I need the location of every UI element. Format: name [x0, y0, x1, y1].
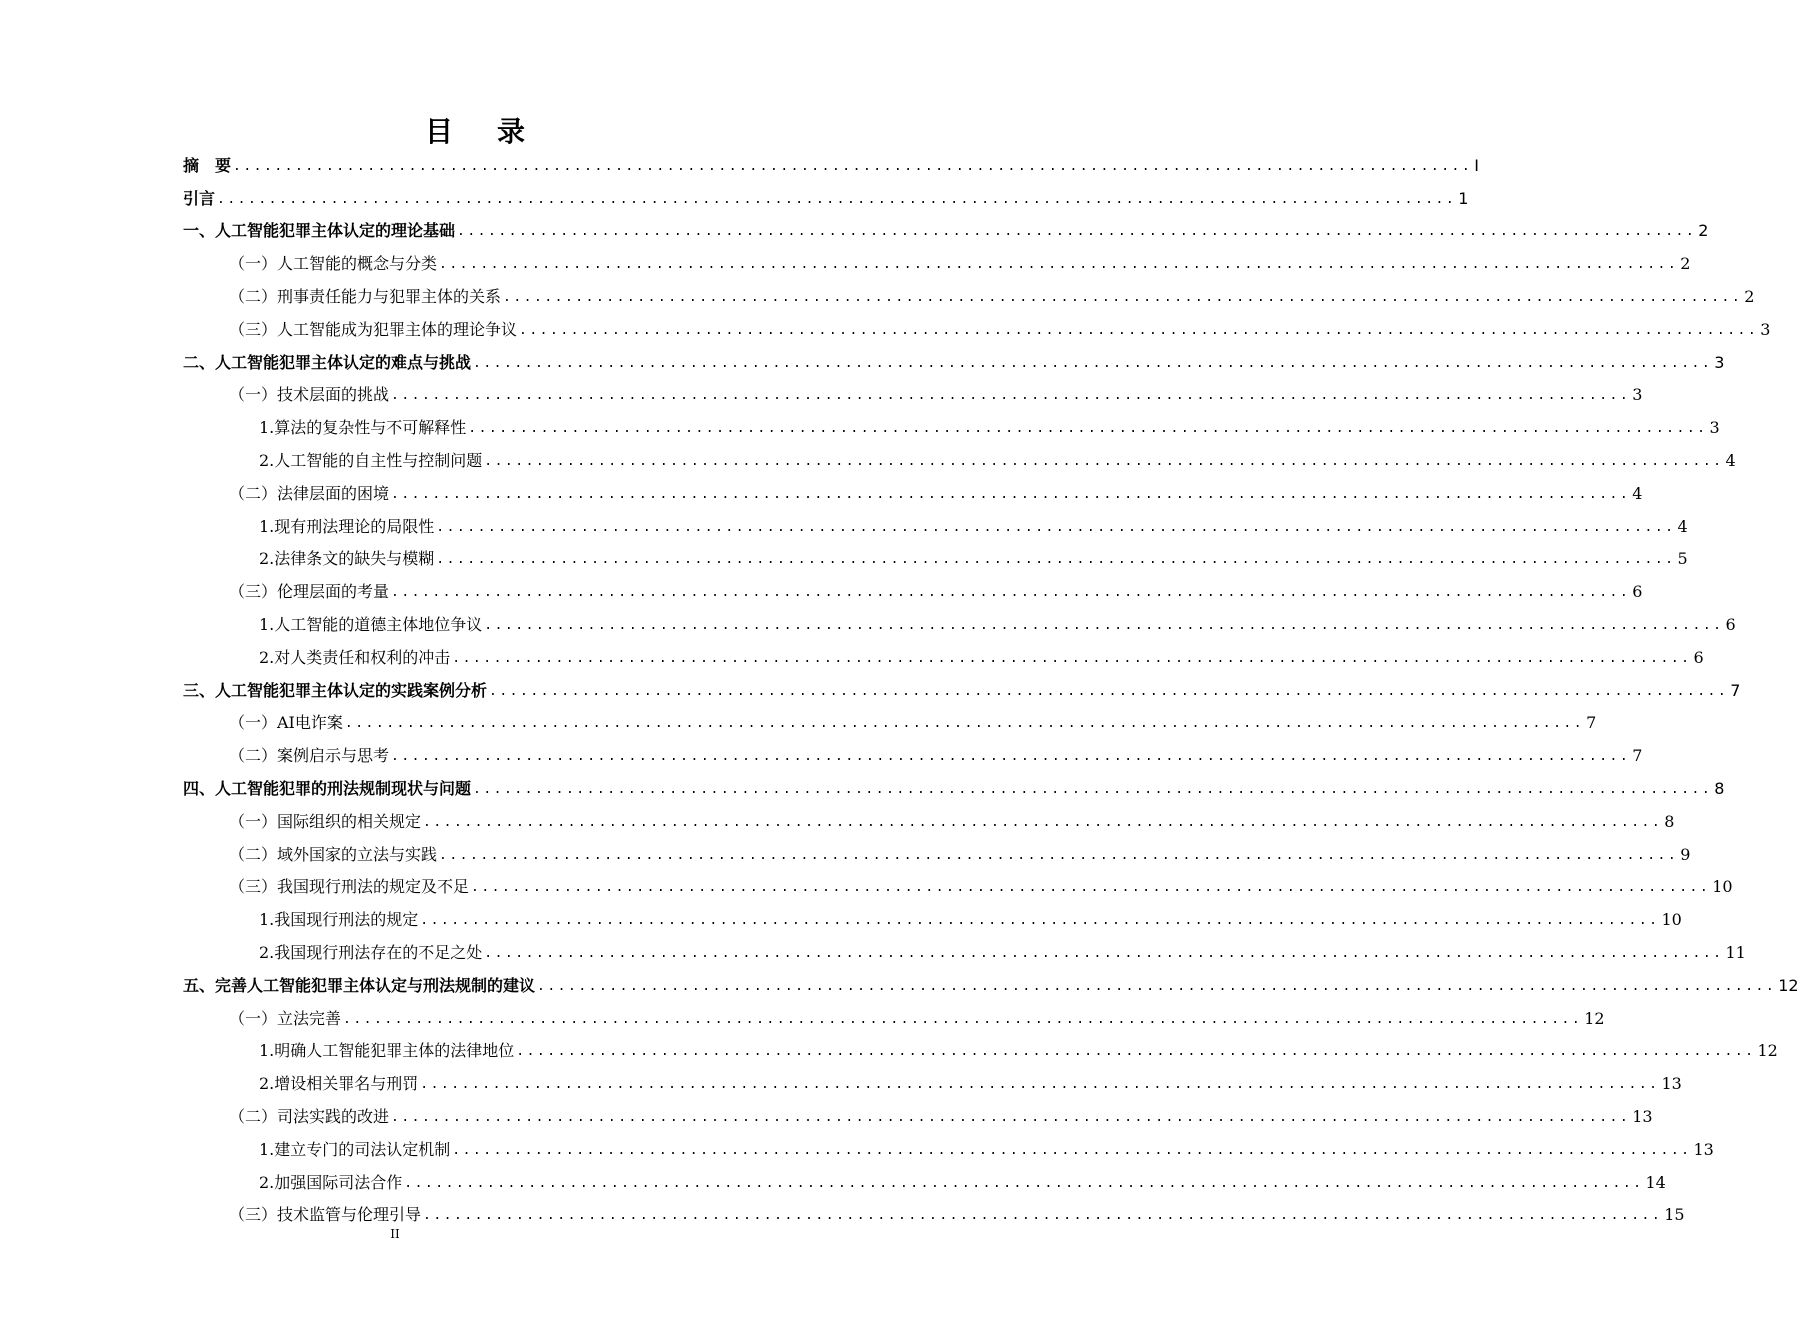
- toc-entry-page: 12: [1584, 1008, 1605, 1028]
- toc-entry-page: 8: [1714, 778, 1725, 798]
- dot-leader: ........................................................................................................................: [420, 1077, 1660, 1093]
- dot-leader: ........................................................................................................................: [484, 617, 1724, 633]
- toc-entry[interactable]: [183, 341, 1725, 374]
- toc-entry-title: （二）司法实践的改进: [229, 1106, 390, 1126]
- toc-entry[interactable]: [183, 275, 1755, 308]
- toc-entry-page: 4: [1632, 483, 1643, 503]
- toc-entry-page: 2: [1698, 221, 1709, 241]
- page-number: II: [390, 1227, 400, 1241]
- toc-entry-page: 9: [1680, 844, 1691, 864]
- toc-entry[interactable]: [183, 472, 1643, 505]
- toc-entry-page: 3: [1709, 418, 1720, 438]
- toc-entry-page: 3: [1714, 352, 1725, 372]
- toc-entry[interactable]: [183, 1194, 1685, 1227]
- toc-entry-page: 7: [1632, 746, 1643, 766]
- toc-entry-title: （一）立法完善: [229, 1008, 342, 1028]
- toc-entry-title: 1.人工智能的道德主体地位争议: [259, 614, 483, 634]
- toc-entry[interactable]: [183, 767, 1725, 800]
- toc-entry-page: I: [1474, 155, 1479, 175]
- toc-entry-page: 4: [1677, 516, 1688, 536]
- toc-entry[interactable]: [183, 1161, 1666, 1194]
- dot-leader: ........................................................................................................................: [391, 749, 1631, 765]
- toc-entry-page: 6: [1693, 647, 1704, 667]
- toc-entry-title: （三）技术监管与伦理引导: [229, 1205, 422, 1225]
- dot-leader: ........................................................................................................................: [503, 289, 1743, 305]
- toc-entry-title: 2.人工智能的自主性与控制问题: [259, 450, 483, 470]
- toc-entry-title: （二）刑事责任能力与犯罪主体的关系: [229, 286, 502, 306]
- dot-leader: ........................................................................................................................: [516, 1044, 1756, 1060]
- toc-entry-title: 四、人工智能犯罪的刑法规制现状与问题: [183, 778, 472, 798]
- toc-entry-title: （一）国际组织的相关规定: [229, 811, 422, 831]
- toc-entry-page: 2: [1744, 286, 1755, 306]
- toc-entry-title: 2.增设相关罪名与刑罚: [259, 1074, 419, 1094]
- toc-entry-page: 14: [1645, 1172, 1666, 1192]
- toc-entry[interactable]: [183, 374, 1643, 407]
- toc-entry-page: 10: [1712, 877, 1733, 897]
- toc-entry-title: （三）我国现行刑法的规定及不足: [229, 877, 470, 897]
- dot-leader: ........................................................................................................................: [471, 880, 1711, 896]
- dot-leader: ........................................................................................................................: [436, 552, 1676, 568]
- dot-leader: ........................................................................................................................: [489, 683, 1729, 699]
- toc-entry[interactable]: [183, 242, 1691, 275]
- toc-entry-title: 2.对人类责任和权利的冲击: [259, 647, 451, 667]
- toc-entry-page: 8: [1664, 811, 1675, 831]
- dot-leader: ........................................................................................................................: [233, 158, 1473, 174]
- toc-title: 目录: [424, 115, 569, 148]
- dot-leader: ........................................................................................................................: [452, 1142, 1692, 1158]
- dot-leader: ........................................................................................................................: [423, 814, 1663, 830]
- toc-entry[interactable]: [183, 734, 1643, 767]
- toc-entry-title: （三）人工智能成为犯罪主体的理论争议: [229, 319, 518, 339]
- toc-entry[interactable]: [183, 177, 1469, 210]
- dot-leader: ........................................................................................................................: [468, 421, 1708, 437]
- toc-entry-title: （二）案例启示与思考: [229, 746, 390, 766]
- toc-entry-title: （一）人工智能的概念与分类: [229, 254, 438, 274]
- toc-entry-page: 6: [1725, 614, 1736, 634]
- toc-entry-title: 二、人工智能犯罪主体认定的难点与挑战: [183, 352, 472, 372]
- dot-leader: ........................................................................................................................: [519, 322, 1759, 338]
- dot-leader: ........................................................................................................................: [484, 945, 1724, 961]
- dot-leader: ........................................................................................................................: [344, 716, 1585, 732]
- dot-leader: ........................................................................................................................: [473, 781, 1713, 797]
- toc-entry-page: 5: [1677, 549, 1688, 569]
- toc-entry[interactable]: [183, 1095, 1653, 1128]
- toc-entry-title: 1.算法的复杂性与不可解释性: [259, 418, 467, 438]
- toc-entry-title: 1.我国现行刑法的规定: [259, 910, 419, 930]
- dot-leader: ........................................................................................................................: [404, 1175, 1644, 1191]
- dot-leader: ........................................................................................................................: [452, 650, 1692, 666]
- toc-entry[interactable]: [183, 210, 1709, 243]
- toc-entry[interactable]: [183, 669, 1741, 702]
- toc-entry-title: （一）技术层面的挑战: [229, 385, 390, 405]
- toc-entry[interactable]: [183, 439, 1736, 472]
- toc-entry-page: 13: [1632, 1106, 1653, 1126]
- toc-entry-title: 三、人工智能犯罪主体认定的实践案例分析: [183, 680, 488, 700]
- dot-leader: ........................................................................................................................: [420, 913, 1660, 929]
- toc-entry[interactable]: [183, 800, 1675, 833]
- toc-entry[interactable]: [183, 406, 1720, 439]
- toc-entry[interactable]: [183, 898, 1682, 931]
- toc-entry[interactable]: [183, 833, 1691, 866]
- toc-entry-page: 10: [1661, 910, 1682, 930]
- toc-entry-page: 7: [1586, 713, 1597, 733]
- toc-entry[interactable]: [183, 1062, 1682, 1095]
- toc-entry-title: 摘 要: [183, 155, 232, 175]
- dot-leader: ........................................................................................................................: [473, 355, 1713, 371]
- toc-entry[interactable]: [183, 997, 1605, 1030]
- dot-leader: ........................................................................................................................: [537, 978, 1777, 994]
- dot-leader: ........................................................................................................................: [436, 519, 1676, 535]
- toc-entry-title: 1.建立专门的司法认定机制: [259, 1139, 451, 1159]
- toc-entry-page: 15: [1664, 1205, 1685, 1225]
- toc-entry[interactable]: [183, 964, 1799, 997]
- toc-entry-title: 1.现有刑法理论的局限性: [259, 516, 435, 536]
- table-of-contents: [183, 144, 1799, 1226]
- toc-entry[interactable]: [183, 1030, 1778, 1063]
- dot-leader: ........................................................................................................................: [457, 224, 1697, 240]
- dot-leader: ........................................................................................................................: [391, 388, 1631, 404]
- toc-entry[interactable]: [183, 866, 1733, 899]
- toc-entry[interactable]: [183, 1128, 1714, 1161]
- toc-entry-title: （三）伦理层面的考量: [229, 582, 390, 602]
- dot-leader: ........................................................................................................................: [439, 257, 1679, 273]
- dot-leader: ........................................................................................................................: [391, 486, 1631, 502]
- toc-entry[interactable]: [183, 570, 1643, 603]
- toc-entry-title: （二）法律层面的困境: [229, 483, 390, 503]
- toc-entry[interactable]: [183, 505, 1688, 538]
- toc-entry-title: （二）域外国家的立法与实践: [229, 844, 438, 864]
- toc-entry-page: 11: [1725, 942, 1746, 962]
- dot-leader: ........................................................................................................................: [391, 1109, 1631, 1125]
- toc-entry[interactable]: [183, 538, 1688, 571]
- toc-entry-title: 1.明确人工智能犯罪主体的法律地位: [259, 1041, 515, 1061]
- toc-entry[interactable]: [183, 308, 1771, 341]
- dot-leader: ........................................................................................................................: [391, 585, 1631, 601]
- dot-leader: ........................................................................................................................: [343, 1011, 1583, 1027]
- toc-entry-title: 五、完善人工智能犯罪主体认定与刑法规制的建议: [183, 975, 536, 995]
- toc-entry-title: 引言: [183, 188, 216, 208]
- toc-entry-title: 2.法律条文的缺失与模糊: [259, 549, 435, 569]
- dot-leader: ........................................................................................................................: [439, 847, 1679, 863]
- toc-entry-page: 7: [1730, 680, 1741, 700]
- toc-entry[interactable]: [183, 636, 1704, 669]
- toc-entry-title: （一）AI电诈案: [229, 713, 343, 733]
- toc-entry-page: 4: [1725, 450, 1736, 470]
- toc-entry[interactable]: [183, 603, 1736, 636]
- toc-entry-title: 2.我国现行刑法存在的不足之处: [259, 942, 483, 962]
- toc-entry-page: 12: [1757, 1041, 1778, 1061]
- toc-entry-page: 1: [1458, 188, 1469, 208]
- toc-entry-page: 2: [1680, 254, 1691, 274]
- dot-leader: ........................................................................................................................: [217, 191, 1457, 207]
- toc-entry-page: 3: [1760, 319, 1771, 339]
- toc-entry[interactable]: [183, 702, 1597, 735]
- toc-entry-page: 6: [1632, 582, 1643, 602]
- toc-entry[interactable]: [183, 931, 1746, 964]
- dot-leader: ........................................................................................................................: [484, 453, 1724, 469]
- toc-entry-title: 2.加强国际司法合作: [259, 1172, 403, 1192]
- dot-leader: ........................................................................................................................: [423, 1208, 1663, 1224]
- toc-entry-title: 一、人工智能犯罪主体认定的理论基础: [183, 221, 456, 241]
- toc-entry[interactable]: [183, 144, 1479, 177]
- toc-entry-page: 13: [1693, 1139, 1714, 1159]
- toc-entry-page: 12: [1778, 975, 1799, 995]
- toc-entry-page: 3: [1632, 385, 1643, 405]
- toc-entry-page: 13: [1661, 1074, 1682, 1094]
